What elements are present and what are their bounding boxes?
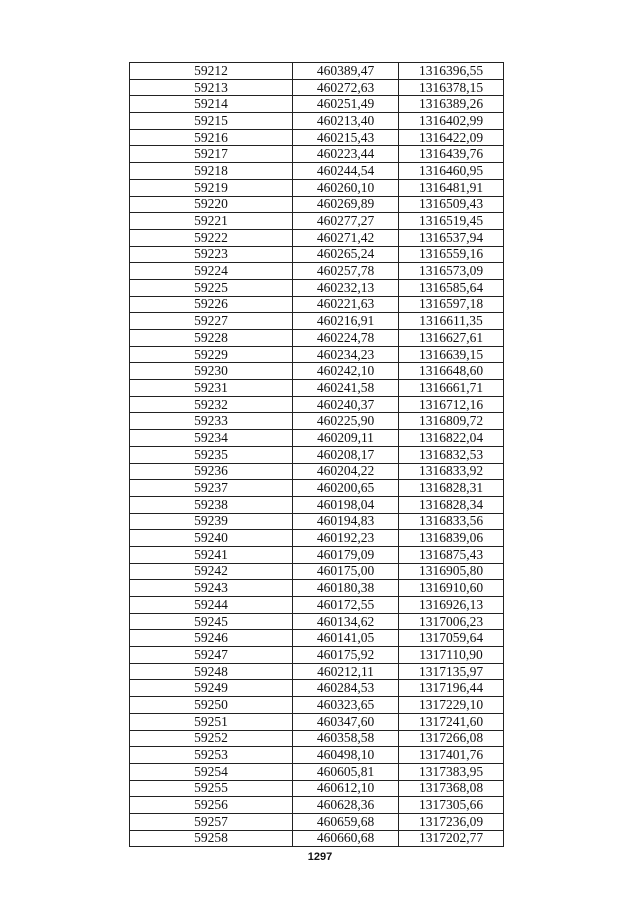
y-coordinate-cell: 1316926,13 [399,597,504,614]
table-row [130,129,504,146]
table-row [130,213,504,230]
x-coordinate-cell: 460141,05 [293,630,399,647]
y-coordinate-cell: 1317305,66 [399,797,504,814]
table-row [130,730,504,747]
y-coordinate-cell: 1317401,76 [399,747,504,764]
y-coordinate-cell: 1316828,34 [399,496,504,513]
x-coordinate-cell: 460242,10 [293,363,399,380]
point-id-cell: 59212 [130,63,293,80]
point-id-cell: 59248 [130,663,293,680]
table-row [130,513,504,530]
coordinates-table [129,62,504,847]
x-coordinate-cell: 460180,38 [293,580,399,597]
point-id-cell: 59236 [130,463,293,480]
point-id-cell: 59258 [130,830,293,847]
coordinates-table-body [130,63,504,847]
table-row [130,413,504,430]
x-coordinate-cell: 460175,00 [293,563,399,580]
table-row [130,96,504,113]
x-coordinate-cell: 460271,42 [293,229,399,246]
x-coordinate-cell: 460323,65 [293,697,399,714]
point-id-cell: 59214 [130,96,293,113]
point-id-cell: 59241 [130,546,293,563]
point-id-cell: 59251 [130,713,293,730]
point-id-cell: 59233 [130,413,293,430]
y-coordinate-cell: 1316839,06 [399,530,504,547]
y-coordinate-cell: 1316639,15 [399,346,504,363]
x-coordinate-cell: 460215,43 [293,129,399,146]
y-coordinate-cell: 1317229,10 [399,697,504,714]
y-coordinate-cell: 1316481,91 [399,179,504,196]
point-id-cell: 59244 [130,597,293,614]
x-coordinate-cell: 460224,78 [293,330,399,347]
x-coordinate-cell: 460347,60 [293,713,399,730]
point-id-cell: 59220 [130,196,293,213]
y-coordinate-cell: 1316509,43 [399,196,504,213]
point-id-cell: 59232 [130,396,293,413]
table-row [130,63,504,80]
point-id-cell: 59219 [130,179,293,196]
table-row [130,546,504,563]
point-id-cell: 59237 [130,480,293,497]
table-row [130,630,504,647]
x-coordinate-cell: 460265,24 [293,246,399,263]
y-coordinate-cell: 1316439,76 [399,146,504,163]
y-coordinate-cell: 1317383,95 [399,763,504,780]
y-coordinate-cell: 1317236,09 [399,813,504,830]
y-coordinate-cell: 1316460,95 [399,163,504,180]
x-coordinate-cell: 460213,40 [293,113,399,130]
table-row [130,430,504,447]
x-coordinate-cell: 460225,90 [293,413,399,430]
table-row [130,396,504,413]
y-coordinate-cell: 1316910,60 [399,580,504,597]
point-id-cell: 59228 [130,330,293,347]
x-coordinate-cell: 460204,22 [293,463,399,480]
point-id-cell: 59222 [130,229,293,246]
table-row [130,446,504,463]
table-row [130,530,504,547]
point-id-cell: 59215 [130,113,293,130]
point-id-cell: 59253 [130,747,293,764]
y-coordinate-cell: 1316627,61 [399,330,504,347]
table-row [130,363,504,380]
table-row [130,196,504,213]
point-id-cell: 59231 [130,380,293,397]
y-coordinate-cell: 1316422,09 [399,129,504,146]
x-coordinate-cell: 460209,11 [293,430,399,447]
x-coordinate-cell: 460175,92 [293,647,399,664]
table-row [130,146,504,163]
x-coordinate-cell: 460498,10 [293,747,399,764]
x-coordinate-cell: 460200,65 [293,480,399,497]
point-id-cell: 59256 [130,797,293,814]
y-coordinate-cell: 1317266,08 [399,730,504,747]
y-coordinate-cell: 1317059,64 [399,630,504,647]
table-row [130,563,504,580]
y-coordinate-cell: 1316833,56 [399,513,504,530]
x-coordinate-cell: 460269,89 [293,196,399,213]
x-coordinate-cell: 460179,09 [293,546,399,563]
table-row [130,179,504,196]
table-row [130,813,504,830]
y-coordinate-cell: 1316537,94 [399,229,504,246]
x-coordinate-cell: 460241,58 [293,380,399,397]
y-coordinate-cell: 1316875,43 [399,546,504,563]
table-row [130,480,504,497]
x-coordinate-cell: 460605,81 [293,763,399,780]
y-coordinate-cell: 1316611,35 [399,313,504,330]
table-row [130,463,504,480]
x-coordinate-cell: 460277,27 [293,213,399,230]
point-id-cell: 59229 [130,346,293,363]
point-id-cell: 59239 [130,513,293,530]
table-row [130,229,504,246]
table-row [130,296,504,313]
x-coordinate-cell: 460234,23 [293,346,399,363]
y-coordinate-cell: 1316519,45 [399,213,504,230]
y-coordinate-cell: 1316828,31 [399,480,504,497]
x-coordinate-cell: 460257,78 [293,263,399,280]
point-id-cell: 59225 [130,279,293,296]
x-coordinate-cell: 460272,63 [293,79,399,96]
table-row [130,613,504,630]
point-id-cell: 59217 [130,146,293,163]
point-id-cell: 59235 [130,446,293,463]
x-coordinate-cell: 460628,36 [293,797,399,814]
y-coordinate-cell: 1317202,77 [399,830,504,847]
y-coordinate-cell: 1317241,60 [399,713,504,730]
table-row [130,313,504,330]
y-coordinate-cell: 1316661,71 [399,380,504,397]
point-id-cell: 59250 [130,697,293,714]
table-row [130,780,504,797]
y-coordinate-cell: 1316648,60 [399,363,504,380]
y-coordinate-cell: 1316559,16 [399,246,504,263]
table-row [130,580,504,597]
y-coordinate-cell: 1316396,55 [399,63,504,80]
x-coordinate-cell: 460194,83 [293,513,399,530]
table-row [130,279,504,296]
point-id-cell: 59224 [130,263,293,280]
point-id-cell: 59221 [130,213,293,230]
table-row [130,763,504,780]
table-row [130,663,504,680]
table-row [130,597,504,614]
y-coordinate-cell: 1316832,53 [399,446,504,463]
point-id-cell: 59252 [130,730,293,747]
point-id-cell: 59213 [130,79,293,96]
table-row [130,797,504,814]
point-id-cell: 59245 [130,613,293,630]
point-id-cell: 59238 [130,496,293,513]
table-row [130,163,504,180]
x-coordinate-cell: 460192,23 [293,530,399,547]
y-coordinate-cell: 1316822,04 [399,430,504,447]
y-coordinate-cell: 1316809,72 [399,413,504,430]
table-row [130,680,504,697]
y-coordinate-cell: 1317006,23 [399,613,504,630]
x-coordinate-cell: 460198,04 [293,496,399,513]
point-id-cell: 59249 [130,680,293,697]
x-coordinate-cell: 460208,17 [293,446,399,463]
point-id-cell: 59223 [130,246,293,263]
y-coordinate-cell: 1317110,90 [399,647,504,664]
y-coordinate-cell: 1317196,44 [399,680,504,697]
point-id-cell: 59254 [130,763,293,780]
point-id-cell: 59242 [130,563,293,580]
point-id-cell: 59226 [130,296,293,313]
y-coordinate-cell: 1317368,08 [399,780,504,797]
table-row [130,113,504,130]
y-coordinate-cell: 1316585,64 [399,279,504,296]
x-coordinate-cell: 460358,58 [293,730,399,747]
y-coordinate-cell: 1316905,80 [399,563,504,580]
table-row [130,79,504,96]
x-coordinate-cell: 460232,13 [293,279,399,296]
y-coordinate-cell: 1316712,16 [399,396,504,413]
table-row [130,346,504,363]
x-coordinate-cell: 460172,55 [293,597,399,614]
x-coordinate-cell: 460240,37 [293,396,399,413]
y-coordinate-cell: 1316833,92 [399,463,504,480]
table-row [130,246,504,263]
y-coordinate-cell: 1316597,18 [399,296,504,313]
x-coordinate-cell: 460216,91 [293,313,399,330]
page-number: 1297 [307,851,333,863]
table-row [130,380,504,397]
point-id-cell: 59240 [130,530,293,547]
table-row [130,330,504,347]
x-coordinate-cell: 460221,63 [293,296,399,313]
x-coordinate-cell: 460212,11 [293,663,399,680]
point-id-cell: 59234 [130,430,293,447]
point-id-cell: 59243 [130,580,293,597]
table-row [130,830,504,847]
point-id-cell: 59255 [130,780,293,797]
point-id-cell: 59246 [130,630,293,647]
x-coordinate-cell: 460134,62 [293,613,399,630]
point-id-cell: 59227 [130,313,293,330]
table-row [130,713,504,730]
x-coordinate-cell: 460223,44 [293,146,399,163]
point-id-cell: 59216 [130,129,293,146]
y-coordinate-cell: 1317135,97 [399,663,504,680]
x-coordinate-cell: 460389,47 [293,63,399,80]
table-row [130,263,504,280]
x-coordinate-cell: 460284,53 [293,680,399,697]
y-coordinate-cell: 1316389,26 [399,96,504,113]
table-row [130,697,504,714]
x-coordinate-cell: 460260,10 [293,179,399,196]
y-coordinate-cell: 1316402,99 [399,113,504,130]
y-coordinate-cell: 1316378,15 [399,79,504,96]
x-coordinate-cell: 460244,54 [293,163,399,180]
table-row [130,647,504,664]
x-coordinate-cell: 460660,68 [293,830,399,847]
point-id-cell: 59247 [130,647,293,664]
point-id-cell: 59230 [130,363,293,380]
x-coordinate-cell: 460612,10 [293,780,399,797]
table-row [130,496,504,513]
table-row [130,747,504,764]
point-id-cell: 59218 [130,163,293,180]
x-coordinate-cell: 460659,68 [293,813,399,830]
point-id-cell: 59257 [130,813,293,830]
y-coordinate-cell: 1316573,09 [399,263,504,280]
x-coordinate-cell: 460251,49 [293,96,399,113]
